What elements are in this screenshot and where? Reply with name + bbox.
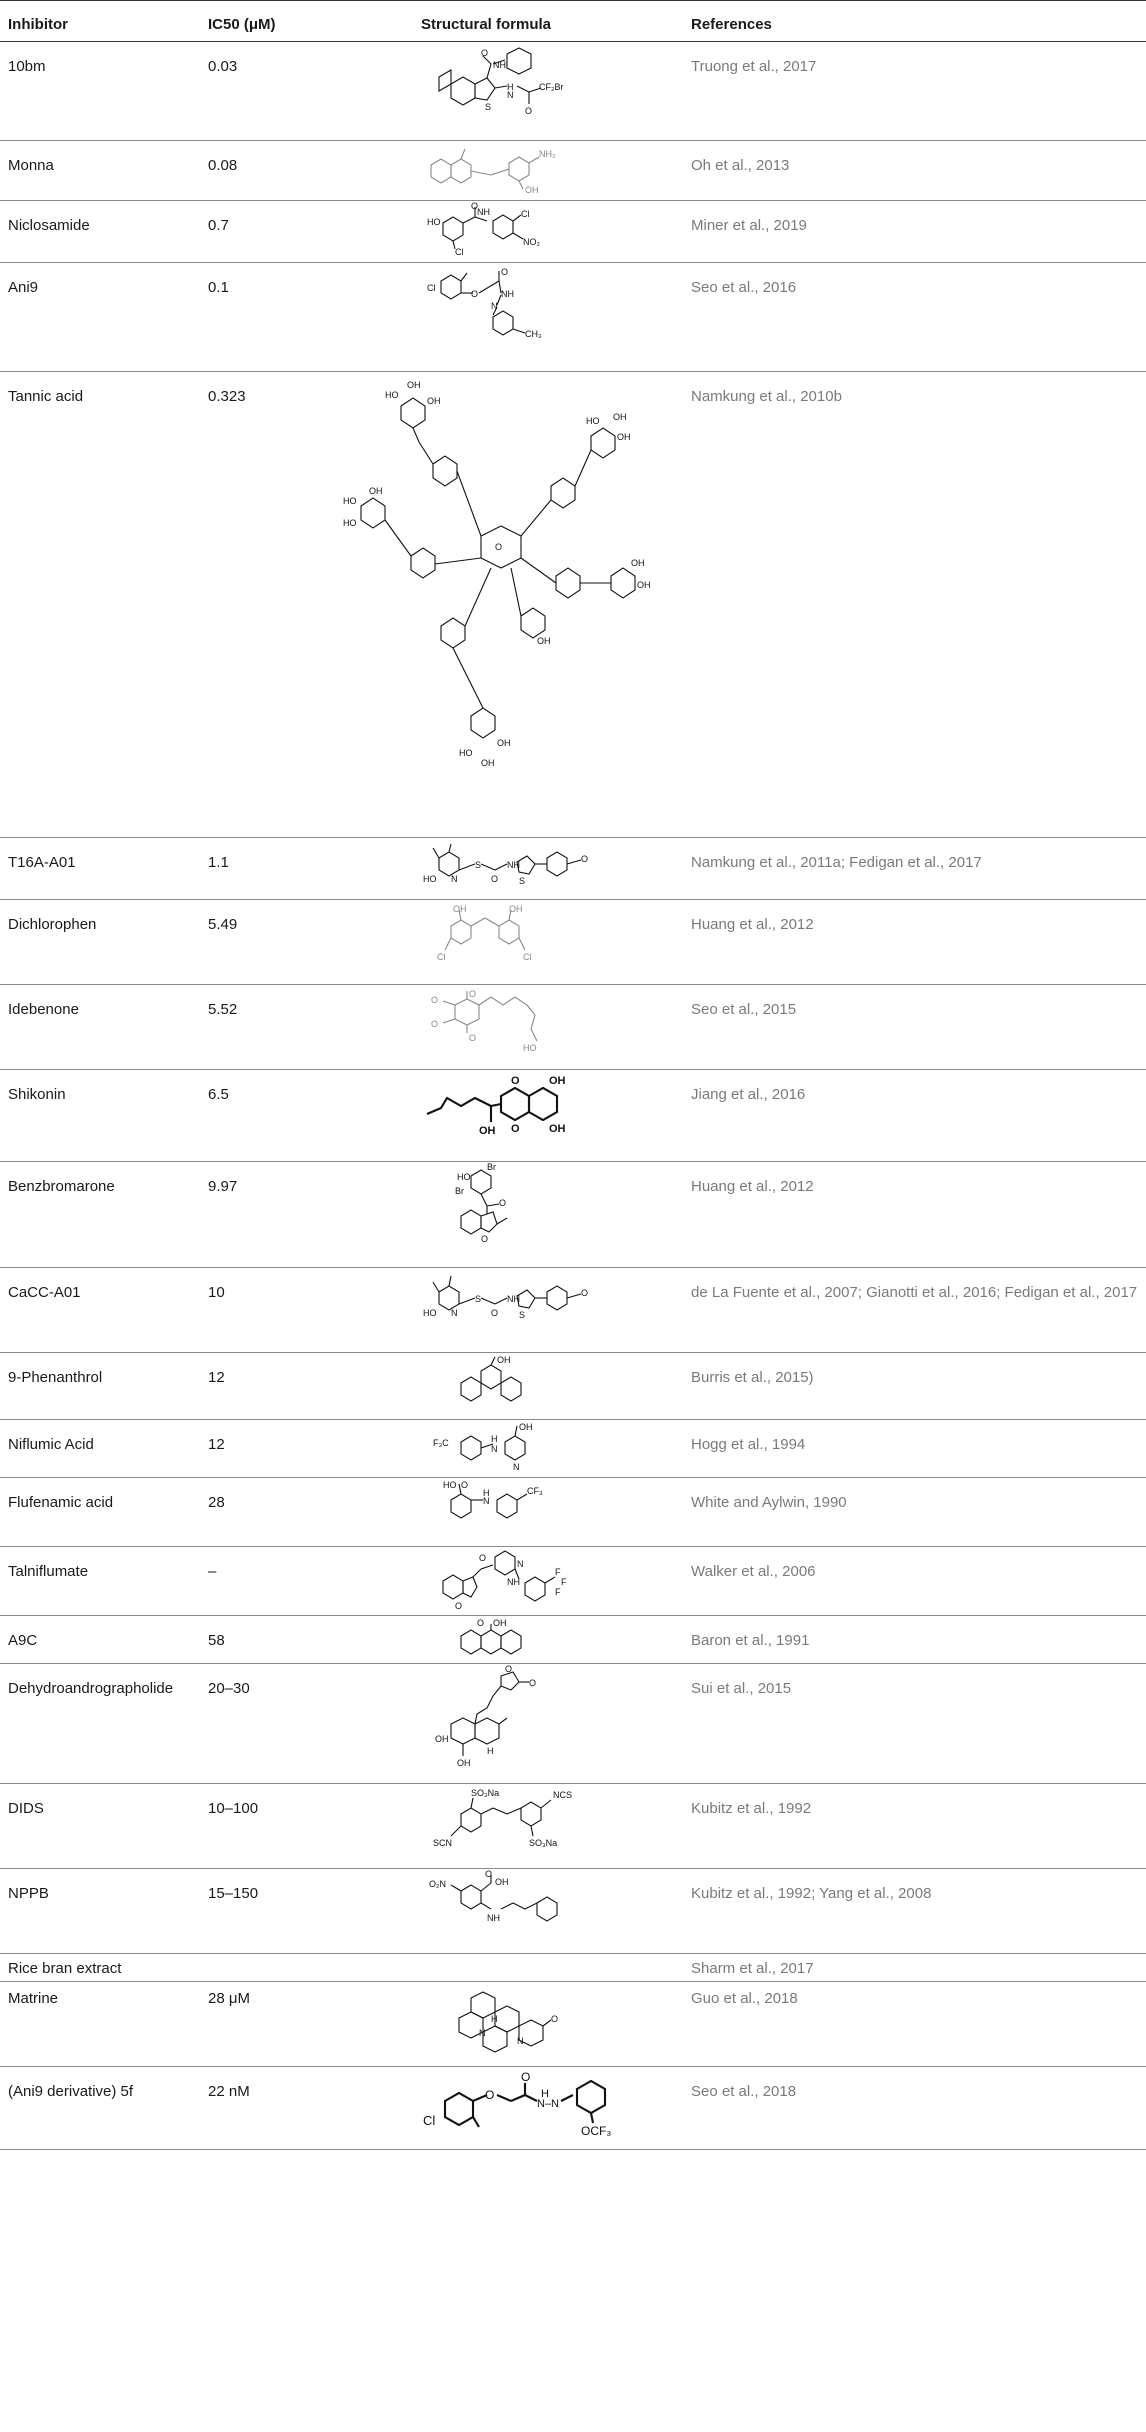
ic50-value: 5.52	[200, 984, 413, 1069]
reference-text: Huang et al., 2012	[683, 1161, 1146, 1267]
ic50-value: 12	[200, 1419, 413, 1477]
label-h: H	[507, 81, 514, 92]
structure-cell	[413, 200, 683, 262]
ic50-value: 10–100	[200, 1783, 413, 1868]
label-n: N	[513, 1461, 520, 1472]
label-ho: HO	[427, 216, 441, 227]
structure-cell	[413, 1161, 683, 1267]
label-cl: Cl	[427, 282, 436, 293]
structure-cell	[413, 262, 683, 371]
ic50-value: 10	[200, 1267, 413, 1352]
structure-cell	[413, 1546, 683, 1615]
label-oh: OH	[549, 1074, 566, 1087]
label-ho: HO	[343, 517, 357, 528]
label-n: N	[451, 1307, 458, 1318]
label-cl: Cl	[523, 951, 532, 962]
inhibitor-name: CaCC-A01	[0, 1267, 200, 1352]
label-f: F	[561, 1576, 567, 1587]
label-o: O	[491, 1307, 499, 1318]
table-row	[0, 899, 1146, 984]
reference-text: Miner et al., 2019	[683, 200, 1146, 262]
label-oh: OH	[407, 379, 421, 390]
label-n-n: N–N	[537, 2097, 560, 2110]
label-n: N	[483, 1495, 490, 1506]
label-n: N	[517, 2035, 524, 2046]
label-n: N	[491, 300, 498, 311]
inhibitor-name: Monna	[0, 140, 200, 200]
label-oh: OH	[427, 395, 441, 406]
inhibitor-name: Benzbromarone	[0, 1161, 200, 1267]
shikonin-structure-icon	[421, 1074, 611, 1150]
inhibitor-name: NPPB	[0, 1868, 200, 1953]
label-o: O	[431, 1018, 439, 1029]
structure-cell	[413, 1953, 683, 1981]
label-s: S	[519, 1309, 526, 1320]
table-row	[0, 1663, 1146, 1783]
label-o: O	[485, 1868, 493, 1879]
table-row	[0, 1783, 1146, 1868]
label-nh: NH	[493, 59, 506, 70]
table-row	[0, 1546, 1146, 1615]
ic50-value: 22 nM	[200, 2066, 413, 2149]
ani9-derivative-5f-structure-icon	[421, 2071, 651, 2145]
ic50-value: 6.5	[200, 1069, 413, 1161]
inhibitor-name: Niclosamide	[0, 200, 200, 262]
label-o: O	[499, 1197, 507, 1208]
label-oh: OH	[369, 485, 383, 496]
label-oh: OH	[495, 1876, 509, 1887]
benzbromarone-structure-icon	[421, 1161, 581, 1256]
structure-cell	[413, 1267, 683, 1352]
label-oh: OH	[509, 903, 523, 914]
structure-cell	[413, 837, 683, 899]
reference-text: Namkung et al., 2010b	[683, 371, 1146, 837]
label-ho: HO	[423, 873, 437, 884]
label-o2n: O₂N	[429, 1878, 446, 1889]
label-o: O	[479, 1552, 487, 1563]
inhibitor-name: Flufenamic acid	[0, 1477, 200, 1546]
structure-cell	[413, 1069, 683, 1161]
10bm-structure-icon	[421, 46, 581, 126]
matrine-structure-icon	[421, 1986, 601, 2060]
header-inhibitor: Inhibitor	[0, 0, 200, 41]
label-ho: HO	[459, 747, 473, 758]
label-cf2br: CF₂Br	[539, 81, 564, 92]
structure-cell	[413, 1868, 683, 1953]
ic50-value: 0.1	[200, 262, 413, 371]
reference-text: White and Aylwin, 1990	[683, 1477, 1146, 1546]
label-br: Br	[487, 1161, 496, 1172]
label-h: H	[491, 1433, 498, 1444]
label-scn: SCN	[433, 1837, 453, 1848]
ic50-value: 28 μM	[200, 1981, 413, 2066]
label-o: O	[529, 1677, 537, 1688]
header-ic50: IC50 (μM)	[200, 0, 413, 41]
label-ho: HO	[457, 1171, 471, 1182]
label-nh: NH	[501, 288, 514, 299]
inhibitor-name: DIDS	[0, 1783, 200, 1868]
label-o: O	[501, 266, 509, 277]
label-so3na: SO₃Na	[529, 1837, 558, 1848]
label-nh: NH	[507, 1576, 520, 1587]
table-row	[0, 1868, 1146, 1953]
flufenamic-acid-structure-icon	[421, 1479, 581, 1538]
reference-text: Kubitz et al., 1992; Yang et al., 2008	[683, 1868, 1146, 1953]
ani9-structure-icon	[421, 267, 581, 347]
label-o: O	[495, 541, 503, 552]
label-ho: HO	[443, 1479, 457, 1490]
reference-text: Jiang et al., 2016	[683, 1069, 1146, 1161]
label-nh: NH	[507, 859, 520, 870]
label-s: S	[475, 1293, 482, 1304]
label-ho: HO	[423, 1307, 437, 1318]
label-cl: Cl	[455, 246, 464, 257]
label-cl: Cl	[437, 951, 446, 962]
label-o: O	[471, 288, 479, 299]
structure-cell	[413, 1783, 683, 1868]
label-oh: OH	[519, 1421, 533, 1432]
inhibitor-name: A9C	[0, 1615, 200, 1663]
inhibitor-name: T16A-A01	[0, 837, 200, 899]
label-n: N	[451, 873, 458, 884]
structure-cell	[413, 41, 683, 140]
table-header-row	[0, 0, 1146, 41]
table-row	[0, 1615, 1146, 1663]
label-cf3: CF₃	[527, 1485, 543, 1496]
a9c-structure-icon	[421, 1617, 581, 1662]
table-row	[0, 1161, 1146, 1267]
table-row	[0, 262, 1146, 371]
inhibitor-name: 9-Phenanthrol	[0, 1352, 200, 1419]
label-nh: NH	[477, 206, 490, 217]
talniflumate-structure-icon	[421, 1551, 581, 1611]
label-br: Br	[455, 1185, 464, 1196]
reference-text: de La Fuente et al., 2007; Gianotti et al., 2016; Fedigan et al., 2017	[683, 1267, 1146, 1352]
reference-text: Truong et al., 2017	[683, 41, 1146, 140]
label-o: O	[455, 1600, 463, 1611]
table-row	[0, 1267, 1146, 1352]
label-o: O	[525, 105, 533, 116]
reference-text: Kubitz et al., 1992	[683, 1783, 1146, 1868]
inhibitor-name: Idebenone	[0, 984, 200, 1069]
ic50-value: 0.08	[200, 140, 413, 200]
label-o: O	[477, 1617, 485, 1628]
reference-text: Sharm et al., 2017	[683, 1953, 1146, 1981]
label-ho: HO	[385, 389, 399, 400]
label-s: S	[519, 875, 526, 886]
structure-cell	[413, 1615, 683, 1663]
monna-structure-icon	[421, 145, 581, 195]
reference-text: Hogg et al., 1994	[683, 1419, 1146, 1477]
label-oh: OH	[435, 1733, 449, 1744]
niflumic-acid-structure-icon	[421, 1421, 581, 1472]
reference-text: Baron et al., 1991	[683, 1615, 1146, 1663]
label-cl: Cl	[521, 208, 530, 219]
label-o: O	[505, 1663, 513, 1674]
reference-text: Guo et al., 2018	[683, 1981, 1146, 2066]
label-oh: OH	[493, 1617, 507, 1628]
label-o: O	[485, 2087, 495, 2102]
ic50-value: 15–150	[200, 1868, 413, 1953]
label-ncs: NCS	[553, 1789, 573, 1800]
label-n: N	[479, 2027, 486, 2038]
label-n: N	[491, 1443, 498, 1454]
label-o: O	[511, 1074, 520, 1087]
label-ho: HO	[523, 1042, 537, 1053]
table-row	[0, 371, 1146, 837]
t16a-a01-structure-icon	[421, 842, 611, 892]
tannic-acid-structure-icon	[341, 376, 651, 826]
label-oh: OH	[537, 635, 551, 646]
reference-text: Burris et al., 2015)	[683, 1352, 1146, 1419]
label-nh2: NH₂	[539, 148, 556, 159]
label-h: H	[491, 2013, 498, 2024]
structure-cell	[413, 2066, 683, 2149]
inhibitor-name: Tannic acid	[0, 371, 200, 837]
inhibitor-name: Dichlorophen	[0, 899, 200, 984]
ic50-value: 20–30	[200, 1663, 413, 1783]
label-h: H	[483, 1487, 490, 1498]
label-ho: HO	[343, 495, 357, 506]
inhibitor-name: Talniflumate	[0, 1546, 200, 1615]
label-n: N	[507, 89, 514, 100]
label-f: F	[555, 1566, 561, 1577]
label-oh: OH	[479, 1124, 496, 1137]
ic50-value: 5.49	[200, 899, 413, 984]
table-row	[0, 1419, 1146, 1477]
label-oh: OH	[617, 431, 631, 442]
structure-cell	[413, 899, 683, 984]
table-row	[0, 1953, 1146, 1981]
inhibitor-name: 10bm	[0, 41, 200, 140]
label-no2: NO₂	[523, 236, 540, 247]
ic50-value: 0.7	[200, 200, 413, 262]
reference-text: Seo et al., 2015	[683, 984, 1146, 1069]
label-ho: HO	[586, 415, 600, 426]
label-o: O	[491, 873, 499, 884]
label-o: O	[581, 853, 589, 864]
structure-cell	[413, 1663, 683, 1783]
table-row	[0, 2066, 1146, 2149]
ic50-value: 28	[200, 1477, 413, 1546]
idebenone-structure-icon	[421, 989, 601, 1059]
label-f: F	[555, 1586, 561, 1597]
label-h: H	[487, 1745, 494, 1756]
label-o: O	[551, 2013, 559, 2024]
structure-cell	[413, 1981, 683, 2066]
ic50-value: 0.03	[200, 41, 413, 140]
structure-cell	[413, 1477, 683, 1546]
label-f3c: F₃C	[433, 1437, 449, 1448]
structure-cell	[413, 1352, 683, 1419]
label-oh: OH	[497, 737, 511, 748]
table-row	[0, 1981, 1146, 2066]
label-nh: NH	[507, 1293, 520, 1304]
cacc-a01-structure-icon	[421, 1272, 611, 1332]
ic50-value: 0.323	[200, 371, 413, 837]
ic50-value: 58	[200, 1615, 413, 1663]
label-oh: OH	[631, 557, 645, 568]
label-oh: OH	[613, 411, 627, 422]
structure-cell	[343, 371, 683, 837]
table-row	[0, 837, 1146, 899]
label-o: O	[521, 2069, 531, 2084]
ic50-value: 12	[200, 1352, 413, 1419]
ic50-value: 1.1	[200, 837, 413, 899]
label-oh: OH	[525, 184, 539, 195]
header-references: References	[683, 0, 1146, 41]
label-h: H	[541, 2087, 549, 2100]
label-oh: OH	[453, 903, 467, 914]
inhibitor-name: Shikonin	[0, 1069, 200, 1161]
label-o: O	[469, 1032, 477, 1043]
label-nh: NH	[487, 1912, 500, 1923]
label-o: O	[469, 988, 477, 999]
label-o: O	[481, 47, 489, 58]
inhibitor-name: (Ani9 derivative) 5f	[0, 2066, 200, 2149]
ic50-value: 9.97	[200, 1161, 413, 1267]
table-row	[0, 1477, 1146, 1546]
label-ocf3: OCF₃	[581, 2123, 612, 2138]
reference-text: Huang et al., 2012	[683, 899, 1146, 984]
structure-cell	[413, 984, 683, 1069]
table-row	[0, 41, 1146, 140]
reference-text: Walker et al., 2006	[683, 1546, 1146, 1615]
inhibitor-name: Rice bran extract	[0, 1953, 200, 1981]
dids-structure-icon	[421, 1788, 601, 1854]
structure-cell	[413, 1419, 683, 1477]
ic50-value	[200, 1953, 413, 1981]
header-structure: Structural formula	[413, 0, 683, 41]
inhibitor-name: Dehydroandrographolide	[0, 1663, 200, 1783]
label-so3na: SO₃Na	[471, 1787, 500, 1798]
9-phenanthrol-structure-icon	[421, 1354, 581, 1413]
label-oh: OH	[497, 1354, 511, 1365]
niclosamide-structure-icon	[421, 200, 581, 257]
inhibitor-name: Ani9	[0, 262, 200, 371]
table-row	[0, 984, 1146, 1069]
table-row	[0, 140, 1146, 200]
label-ch3: CH₃	[525, 328, 542, 339]
label-oh: OH	[549, 1122, 566, 1135]
reference-text: Seo et al., 2016	[683, 262, 1146, 371]
label-s: S	[485, 101, 492, 112]
dehydroandrographolide-structure-icon	[421, 1663, 581, 1778]
nppb-structure-icon	[421, 1868, 601, 1939]
inhibitor-name: Niflumic Acid	[0, 1419, 200, 1477]
label-o: O	[471, 200, 479, 211]
label-n: N	[517, 1558, 524, 1569]
reference-text: Oh et al., 2013	[683, 140, 1146, 200]
table-row	[0, 1069, 1146, 1161]
label-o: O	[461, 1479, 469, 1490]
label-o: O	[481, 1233, 489, 1244]
label-o: O	[581, 1287, 589, 1298]
label-cl: Cl	[423, 2112, 436, 2128]
label-oh: OH	[637, 579, 651, 590]
reference-text: Namkung et al., 2011a; Fedigan et al., 2017	[683, 837, 1146, 899]
table-row	[0, 200, 1146, 262]
dichlorophen-structure-icon	[421, 904, 581, 970]
label-oh: OH	[457, 1757, 471, 1768]
label-o: O	[511, 1122, 520, 1135]
ic50-value: –	[200, 1546, 413, 1615]
table-row	[0, 1352, 1146, 1419]
label-oh: OH	[481, 757, 495, 768]
label-o: O	[431, 994, 439, 1005]
inhibitor-name: Matrine	[0, 1981, 200, 2066]
label-s: S	[475, 859, 482, 870]
reference-text: Sui et al., 2015	[683, 1663, 1146, 1783]
structure-cell	[413, 140, 683, 200]
reference-text: Seo et al., 2018	[683, 2066, 1146, 2149]
